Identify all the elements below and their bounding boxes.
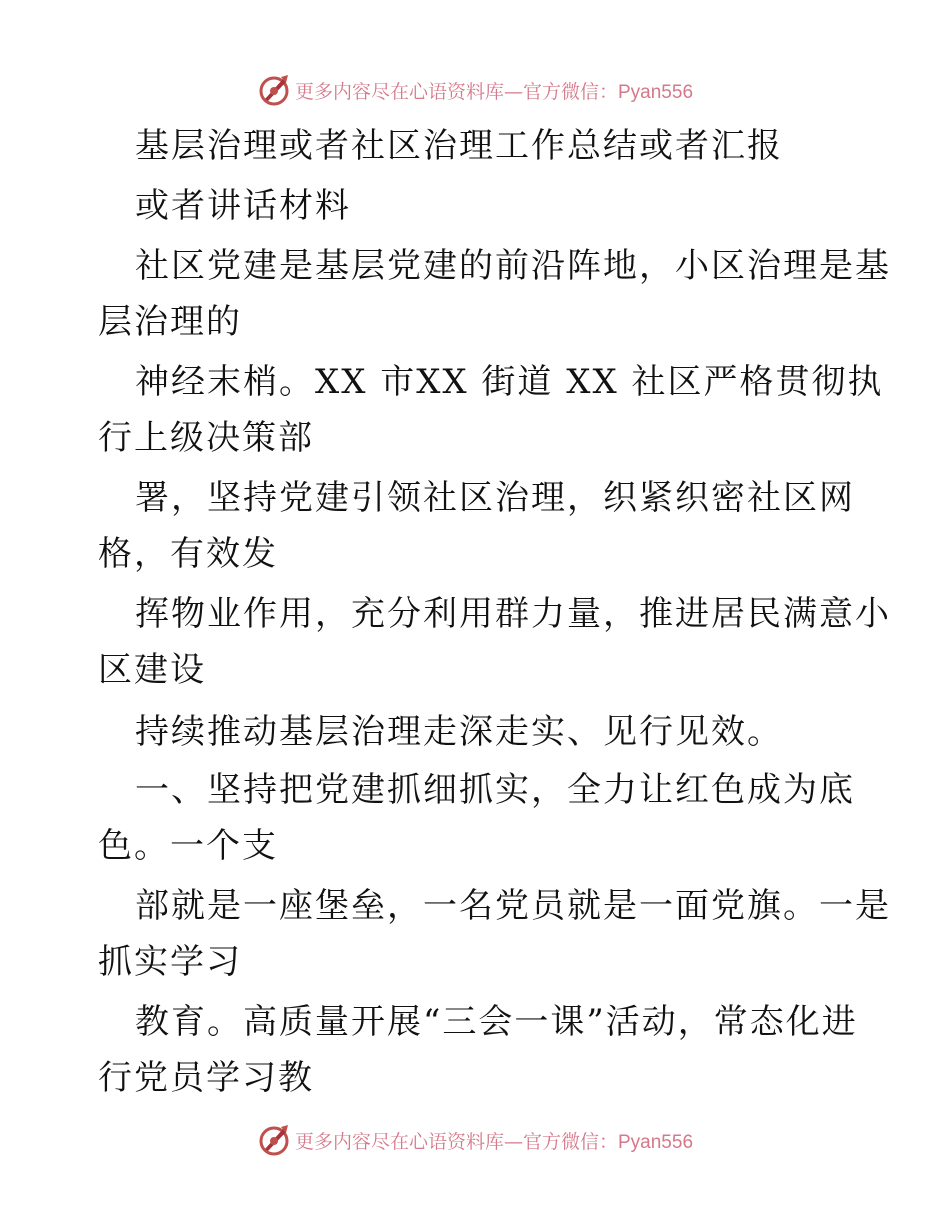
paragraph-line: 色。一个支 <box>98 826 278 866</box>
paragraph-line: 区建设 <box>98 650 206 690</box>
paragraph-line: 层治理的 <box>98 302 242 342</box>
watermark-text: 更多内容尽在心语资料库—官方微信：Pyan556 <box>294 1130 694 1153</box>
footer-watermark <box>0 1120 950 1160</box>
paragraph-line: 持续推动基层治理走深走实、见行见效。 <box>135 712 783 752</box>
paragraph-line: 教育。高质量开展“三会一课”活动，常态化进 <box>135 1002 858 1042</box>
paragraph-line: 挥物业作用，充分利用群力量，推进居民满意小 <box>135 594 891 634</box>
paragraph-line: 部就是一座堡垒，一名党员就是一面党旗。一是 <box>135 886 891 926</box>
paragraph-line: 格，有效发 <box>98 534 278 574</box>
paragraph-line: 社区党建是基层党建的前沿阵地，小区治理是基 <box>135 246 891 286</box>
paragraph-line: 署，坚持党建引领社区治理，织紧织密社区网 <box>135 478 855 518</box>
paragraph-line: 行党员学习教 <box>98 1058 314 1098</box>
paragraph-line: 行上级决策部 <box>98 418 314 458</box>
paragraph-line: 抓实学习 <box>98 942 242 982</box>
paragraph-line: 神经末梢。XX 市XX 街道 XX 社区严格贯彻执 <box>135 362 884 402</box>
section-heading-line: 一、坚持把党建抓细抓实，全力让红色成为底 <box>135 770 855 810</box>
watermark-text: 更多内容尽在心语资料库—官方微信：Pyan556 <box>294 80 694 103</box>
quill-logo-icon <box>257 1123 291 1157</box>
doc-title-line-2: 或者讲话材料 <box>135 186 351 226</box>
doc-title-line-1: 基层治理或者社区治理工作总结或者汇报 <box>135 126 783 166</box>
